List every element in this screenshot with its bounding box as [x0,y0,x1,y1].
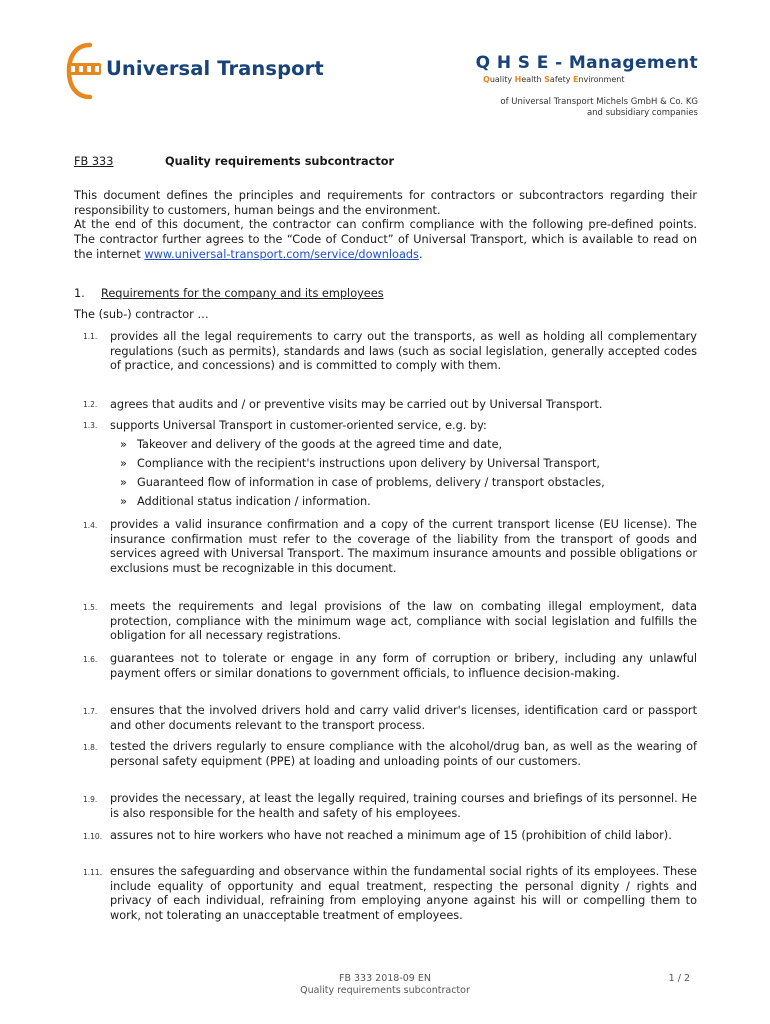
item-number: 1.1. [83,332,98,341]
brand-name: Universal Transport [106,57,324,80]
item-number: 1.11. [83,868,103,877]
intro-paragraph-2: At the end of this document, the contractor can confirm compliance with the following pre-defined points. The contractor further agrees to the “Code of Conduct” of Universal Transport, which is available to read on the internet www.universal-transport.com/service/downloads. [74,218,697,261]
intro-paragraph-1: This document defines the principles and requirements for contractors or subcontractors regarding their responsibility to customers, human beings and the environment. [74,189,697,217]
item-number: 1.7. [83,707,98,716]
bullet-mark: » [120,476,127,489]
company-line-1: of Universal Transport Michels GmbH & Co. KG [500,97,698,107]
item-number: 1.9. [83,795,98,804]
bullet-list [120,438,697,514]
item-number: 1.8. [83,743,98,752]
list-item: provides the necessary, at least the legally required, training courses and briefings of its personnel. He is also responsible for the health and safety of his employees. [110,792,697,820]
qhse-subtitle: Quality Health Safety Environment [483,75,625,84]
company-info [500,97,698,119]
page-footer [0,973,770,997]
bullet-mark: » [120,495,127,508]
bullet-item: » Compliance with the recipient's instructions upon delivery by Universal Transport, [120,457,601,470]
list-item: ensures the safeguarding and observance within the fundamental social rights of its employees. These include equality of opportunity and equal treatment, respecting the personal dignity / rights and privacy of each individual, refraining from employing anyone against his will or compelling them to work, not tolerating an unacceptable treatment of employees. [110,865,697,923]
document-code: FB 333 [74,155,114,168]
downloads-link[interactable]: www.universal-transport.com/service/downloads [144,247,419,261]
section-number: 1. [74,287,85,300]
list-item: meets the requirements and legal provisions of the law on combating illegal employment, data protection, compliance with the minimum wage act, compliance with social legislation and fulfills the obligation for all necessary registrations. [110,600,697,643]
bullet-item: » Guaranteed flow of information in case of problems, delivery / transport obstacles, [120,476,605,489]
list-item: agrees that audits and / or preventive visits may be carried out by Universal Transport. [110,398,603,411]
section-lead-in: The (sub-) contractor … [74,308,209,321]
bullet-item: » Takeover and delivery of the goods at the agreed time and date, [120,438,503,451]
item-number: 1.4. [83,521,98,530]
company-logo-icon [66,42,102,100]
item-number: 1.6. [83,655,98,664]
intro-text [74,189,697,263]
list-item: provides all the legal requirements to carry out the transports, as well as holding all complementary regulations (such as permits), standards and laws (such as social legislation, generally accepted codes of practice, and concessions) and is committed to comply with them. [110,330,697,373]
list-item: provides a valid insurance confirmation and a copy of the current transport license (EU license). The insurance confirmation must refer to the coverage of the liability from the transport of goods and services agreed with Universal Transport. The maximum insurance amounts and possible obligations or exclusions must be recognizable in this document. [110,518,697,576]
list-item: assures not to hire workers who have not reached a minimum age of 15 (prohibition of child labor). [110,829,672,842]
item-number: 1.2. [83,400,98,409]
company-line-2: and subsidiary companies [586,108,698,118]
list-item: tested the drivers regularly to ensure compliance with the alcohol/drug ban, as well as the wearing of personal safety equipment (PPE) at loading and unloading points of our customers. [110,740,697,768]
list-item: ensures that the involved drivers hold and carry valid driver's licenses, identification card or passport and other documents relevant to the transport process. [110,704,697,732]
list-item: guarantees not to tolerate or engage in any form of corruption or bribery, including any unlawful payment offers or similar donations to government officials, to influence decision-making. [110,652,697,680]
item-number: 1.3. [83,421,98,430]
document-title: Quality requirements subcontractor [165,155,395,168]
qhse-title: Q H S E - Management [475,53,698,73]
bullet-mark: » [120,438,127,451]
bullet-mark: » [120,457,127,470]
list-item: supports Universal Transport in customer-oriented service, e.g. by: [110,419,487,432]
footer-doc-code: FB 333 2018-09 EN [339,973,431,984]
item-number: 1.5. [83,603,98,612]
item-number: 1.10. [83,832,103,841]
footer-doc-title: Quality requirements subcontractor [300,985,470,996]
page-number: 1 / 2 [668,973,690,984]
bullet-item: » Additional status indication / information. [120,495,371,508]
section-title: Requirements for the company and its employees [101,287,384,300]
